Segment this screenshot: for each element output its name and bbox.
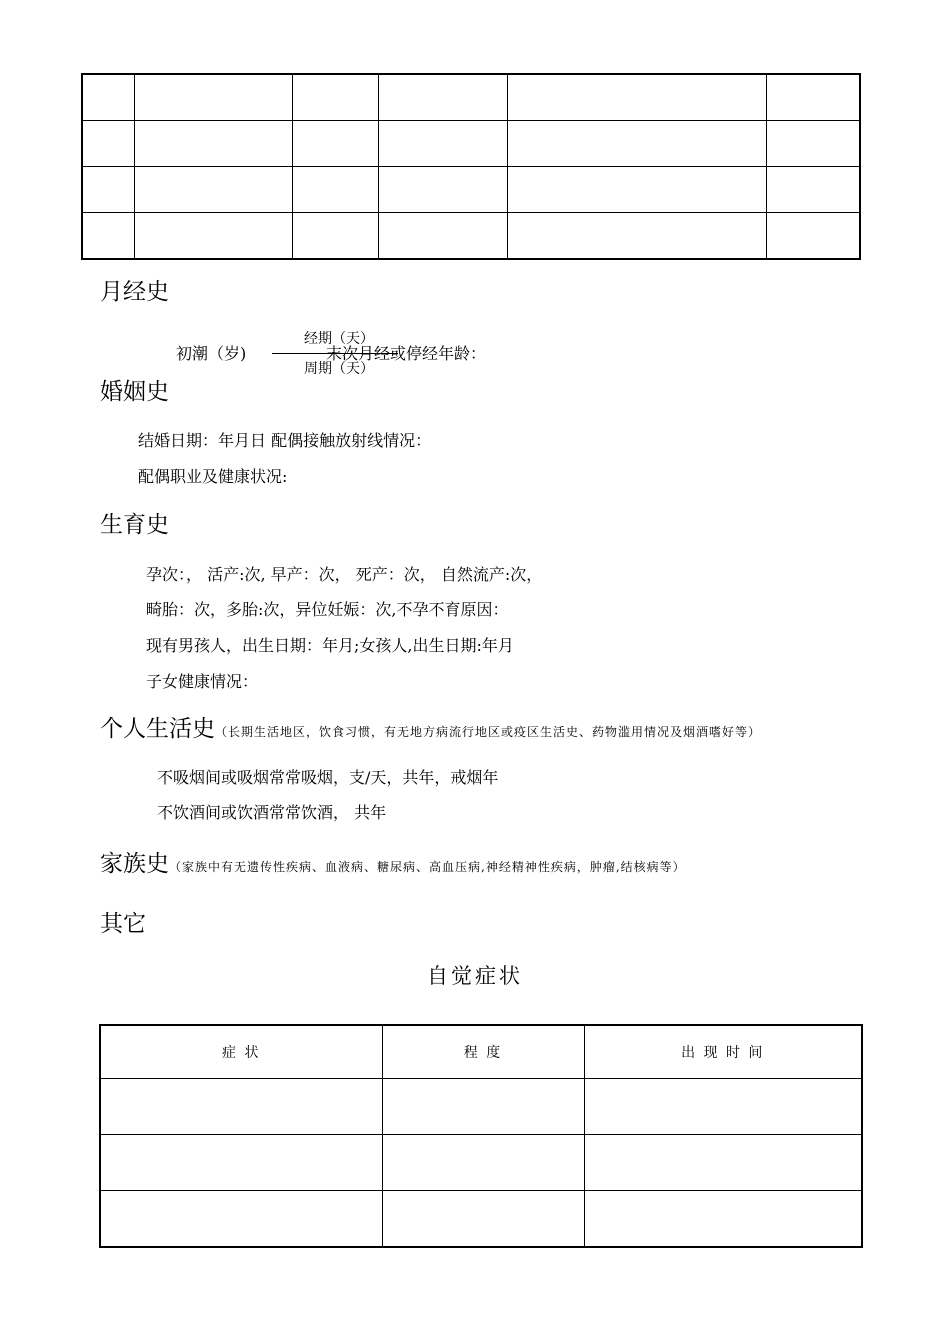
drinking-line: 不饮酒间或饮酒常常饮酒， 共年 <box>157 803 387 822</box>
severity-column-header: 程 度 <box>382 1025 584 1079</box>
marriage-history-heading: 婚姻史 <box>100 379 169 405</box>
table-cell[interactable] <box>507 121 766 167</box>
period-days-label: 经期（天） <box>304 331 374 347</box>
table-cell[interactable] <box>507 213 766 260</box>
table-cell[interactable] <box>134 167 292 213</box>
table-cell[interactable] <box>766 121 860 167</box>
last-period-label: 末次月经或停经年龄： <box>326 344 487 363</box>
childbearing-line-4: 子女健康情况： <box>146 672 259 691</box>
table-cell[interactable] <box>584 1135 862 1191</box>
top-record-table <box>81 73 861 260</box>
childbearing-history-heading: 生育史 <box>100 512 169 538</box>
table-cell[interactable] <box>292 121 378 167</box>
table-cell[interactable] <box>378 213 507 260</box>
family-history-note: （家族中有无遗传性疾病、血液病、糖尿病、高血压病,神经精神性疾病，肿瘤,结核病等） <box>169 860 686 874</box>
personal-history-title: 个人生活史 <box>100 716 215 742</box>
table-row <box>82 213 860 260</box>
table-cell[interactable] <box>584 1191 862 1248</box>
onset-time-column-header: 出 现 时 间 <box>584 1025 862 1079</box>
table-cell[interactable] <box>382 1079 584 1135</box>
table-row <box>100 1191 862 1248</box>
symptom-column-header: 症 状 <box>100 1025 382 1079</box>
table-row <box>100 1079 862 1135</box>
marriage-line-1: 结婚日期：年月日 配偶接触放射线情况： <box>138 431 432 450</box>
table-cell[interactable] <box>507 74 766 121</box>
personal-history-note: （长期生活地区，饮食习惯，有无地方病流行地区或疫区生活史、药物滥用情况及烟酒嗜好等） <box>215 725 762 739</box>
table-cell[interactable] <box>82 121 134 167</box>
table-cell[interactable] <box>134 74 292 121</box>
table-row <box>82 167 860 213</box>
cycle-days-label: 周期（天） <box>304 361 374 377</box>
table-cell[interactable] <box>292 74 378 121</box>
table-row <box>82 121 860 167</box>
table-cell[interactable] <box>766 213 860 260</box>
table-cell[interactable] <box>292 167 378 213</box>
table-cell[interactable] <box>292 213 378 260</box>
table-cell[interactable] <box>100 1191 382 1248</box>
menstrual-history-heading: 月经史 <box>100 279 169 305</box>
table-header-row <box>100 1025 862 1079</box>
childbearing-line-3: 现有男孩人，出生日期：年月;女孩人,出生日期:年月 <box>146 636 514 655</box>
table-row <box>100 1135 862 1191</box>
table-cell[interactable] <box>378 167 507 213</box>
table-cell[interactable] <box>378 121 507 167</box>
table-cell[interactable] <box>100 1135 382 1191</box>
smoking-line: 不吸烟间或吸烟常常吸烟，支/天，共年，戒烟年 <box>157 768 499 787</box>
table-cell[interactable] <box>100 1079 382 1135</box>
table-cell[interactable] <box>82 167 134 213</box>
table-cell[interactable] <box>382 1191 584 1248</box>
symptoms-title: 自觉症状 <box>427 964 523 988</box>
other-heading: 其它 <box>100 911 146 937</box>
childbearing-line-1: 孕次：， 活产:次, 早产：次， 死产：次， 自然流产:次， <box>146 565 543 584</box>
menarche-label: 初潮（岁) <box>176 344 247 363</box>
table-row <box>82 74 860 121</box>
family-history-title: 家族史 <box>100 851 169 877</box>
table-cell[interactable] <box>82 213 134 260</box>
marriage-line-2: 配偶职业及健康状况: <box>138 467 288 486</box>
table-cell[interactable] <box>584 1079 862 1135</box>
table-cell[interactable] <box>134 121 292 167</box>
table-cell[interactable] <box>382 1135 584 1191</box>
table-cell[interactable] <box>766 167 860 213</box>
table-cell[interactable] <box>378 74 507 121</box>
table-cell[interactable] <box>82 74 134 121</box>
table-cell[interactable] <box>134 213 292 260</box>
family-history-heading <box>100 851 686 880</box>
personal-history-heading <box>100 716 761 745</box>
childbearing-line-2: 畸胎：次，多胎:次，异位妊娠：次,不孕不育原因： <box>146 600 509 619</box>
table-cell[interactable] <box>766 74 860 121</box>
symptoms-table <box>99 1024 863 1248</box>
table-cell[interactable] <box>507 167 766 213</box>
